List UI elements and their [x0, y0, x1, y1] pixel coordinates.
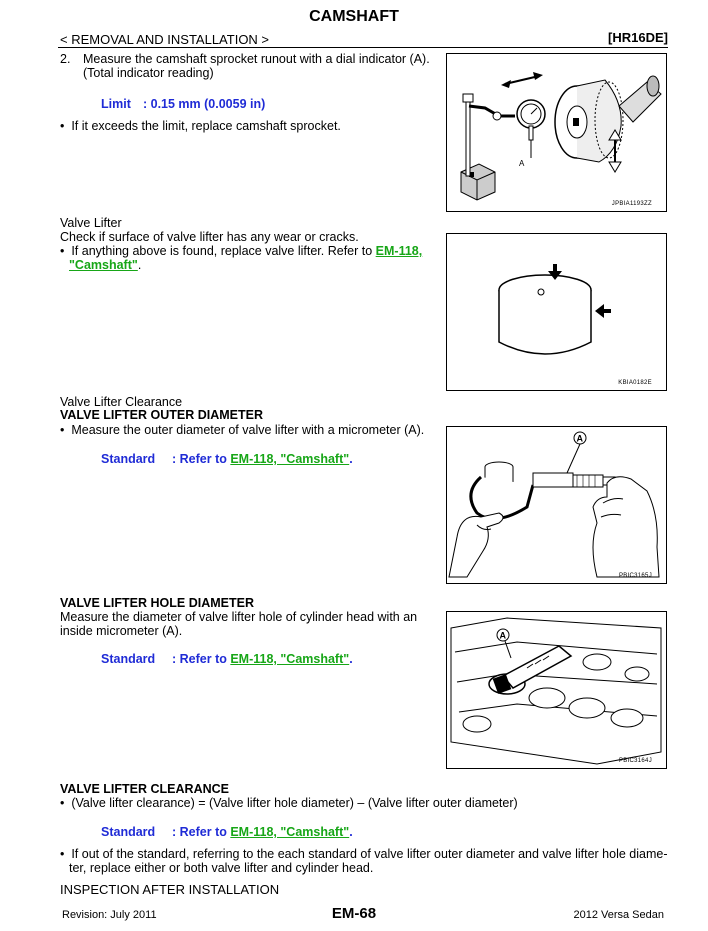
- limit-label: Limit: [101, 97, 131, 111]
- valve-lifter-text: Check if surface of valve lifter has any wear or cracks.: [60, 230, 359, 244]
- figure-code: PBIC3164J: [618, 758, 652, 764]
- figure-valve-lifter: [446, 233, 667, 391]
- figure-cylinder-head: [446, 611, 667, 769]
- outer-standard-prefix: : Refer to: [172, 452, 231, 466]
- outer-standard-link[interactable]: EM-118, "Camshaft": [230, 452, 350, 466]
- figure-label-a: A: [499, 630, 506, 641]
- valve-lifter-bullet-suffix: .: [137, 258, 142, 272]
- limit-value: : 0.15 mm (0.0059 in): [143, 97, 266, 111]
- link-em-118-camshaft[interactable]: EM-118,: [375, 244, 423, 258]
- lifter-clearance-bullet2-line2: ter, replace either or both valve lifter and cylinder head.: [69, 861, 374, 875]
- step-number: 2.: [60, 52, 71, 66]
- page-title: CAMSHAFT: [309, 8, 399, 25]
- figure-code: JPBIA1193ZZ: [611, 201, 652, 207]
- hole-standard-label: Standard: [101, 652, 156, 666]
- figure-label-a: A: [576, 433, 583, 444]
- lifter-clearance-bullet2-line1: If out of the standard, referring to the each standard of valve lifter outer diameter and valve lifter hole diame-: [71, 847, 668, 861]
- engine-code: [HR16DE]: [608, 30, 668, 45]
- clearance-title: Valve Lifter Clearance: [60, 395, 183, 409]
- outer-standard-label: Standard: [101, 452, 156, 466]
- clearance-standard-prefix: : Refer to: [172, 825, 231, 839]
- lifter-clearance-bullet: • (Valve lifter clearance) = (Valve lifter hole diameter) – (Valve lifter outer diameter): [60, 796, 518, 810]
- lifter-clearance-bullet2: • If out of the standard, referring to the each standard of valve lifter outer diameter and valve lifter hole diame-: [60, 847, 668, 861]
- outer-standard-suffix: .: [349, 452, 353, 466]
- valve-lifter-bullet-cont: [69, 258, 141, 273]
- micrometer-illustration: [447, 427, 666, 583]
- hole-diameter-text-line2: inside micrometer (A).: [60, 624, 183, 638]
- link-em-118-camshaft-cont[interactable]: "Camshaft": [69, 258, 138, 272]
- figure-dial-indicator: [446, 53, 667, 212]
- figure-code: PBIC3165J: [618, 573, 652, 579]
- figure-code: KBIA0182E: [618, 380, 652, 386]
- clearance-standard-label: Standard: [101, 825, 156, 839]
- valve-lifter-title: Valve Lifter: [60, 216, 122, 230]
- header-divider: [58, 47, 668, 48]
- cylinder-head-illustration: [447, 612, 666, 768]
- hole-standard-link[interactable]: EM-118, "Camshaft": [230, 652, 350, 666]
- valve-lifter-bullet: • If anything above is found, replace valve lifter. Refer to EM-118,: [60, 244, 423, 258]
- hole-standard-value: [172, 652, 353, 667]
- step-text-line2: (Total indicator reading): [83, 66, 214, 80]
- clearance-standard-value: [172, 825, 353, 840]
- footer-revision: Revision: July 2011: [62, 909, 157, 921]
- dial-indicator-illustration: [447, 54, 666, 211]
- outer-diameter-heading: VALVE LIFTER OUTER DIAMETER: [60, 408, 264, 422]
- hole-diameter-text-line1: Measure the diameter of valve lifter hole of cylinder head with an: [60, 610, 418, 624]
- step-bullet-text: If it exceeds the limit, replace camshaft sprocket.: [71, 119, 341, 133]
- footer-page-number: EM-68: [331, 905, 377, 922]
- hole-standard-prefix: : Refer to: [172, 652, 231, 666]
- hole-standard-suffix: .: [349, 652, 353, 666]
- section-breadcrumb: < REMOVAL AND INSTALLATION >: [60, 32, 270, 47]
- clearance-standard-link[interactable]: EM-118, "Camshaft": [230, 825, 350, 839]
- valve-lifter-illustration: [447, 234, 666, 390]
- clearance-standard-suffix: .: [349, 825, 353, 839]
- lifter-clearance-formula: (Valve lifter clearance) = (Valve lifter hole diameter) – (Valve lifter outer diameter): [71, 796, 518, 810]
- step-bullet: • If it exceeds the limit, replace camshaft sprocket.: [60, 119, 341, 133]
- lifter-clearance-heading: VALVE LIFTER CLEARANCE: [60, 782, 229, 796]
- figure-label-a: A: [519, 159, 525, 168]
- outer-diameter-bullet: • Measure the outer diameter of valve lifter with a micrometer (A).: [60, 423, 425, 437]
- step-text-line1: Measure the camshaft sprocket runout with a dial indicator (A).: [83, 52, 430, 66]
- valve-lifter-bullet-text: If anything above is found, replace valve lifter. Refer to: [71, 244, 376, 258]
- hole-diameter-heading: VALVE LIFTER HOLE DIAMETER: [60, 596, 254, 610]
- outer-diameter-bullet-text: Measure the outer diameter of valve lifter with a micrometer (A).: [71, 423, 425, 437]
- footer-model: 2012 Versa Sedan: [573, 909, 664, 921]
- figure-micrometer: [446, 426, 667, 584]
- inspection-heading: INSPECTION AFTER INSTALLATION: [60, 882, 280, 897]
- outer-standard-value: [172, 452, 353, 467]
